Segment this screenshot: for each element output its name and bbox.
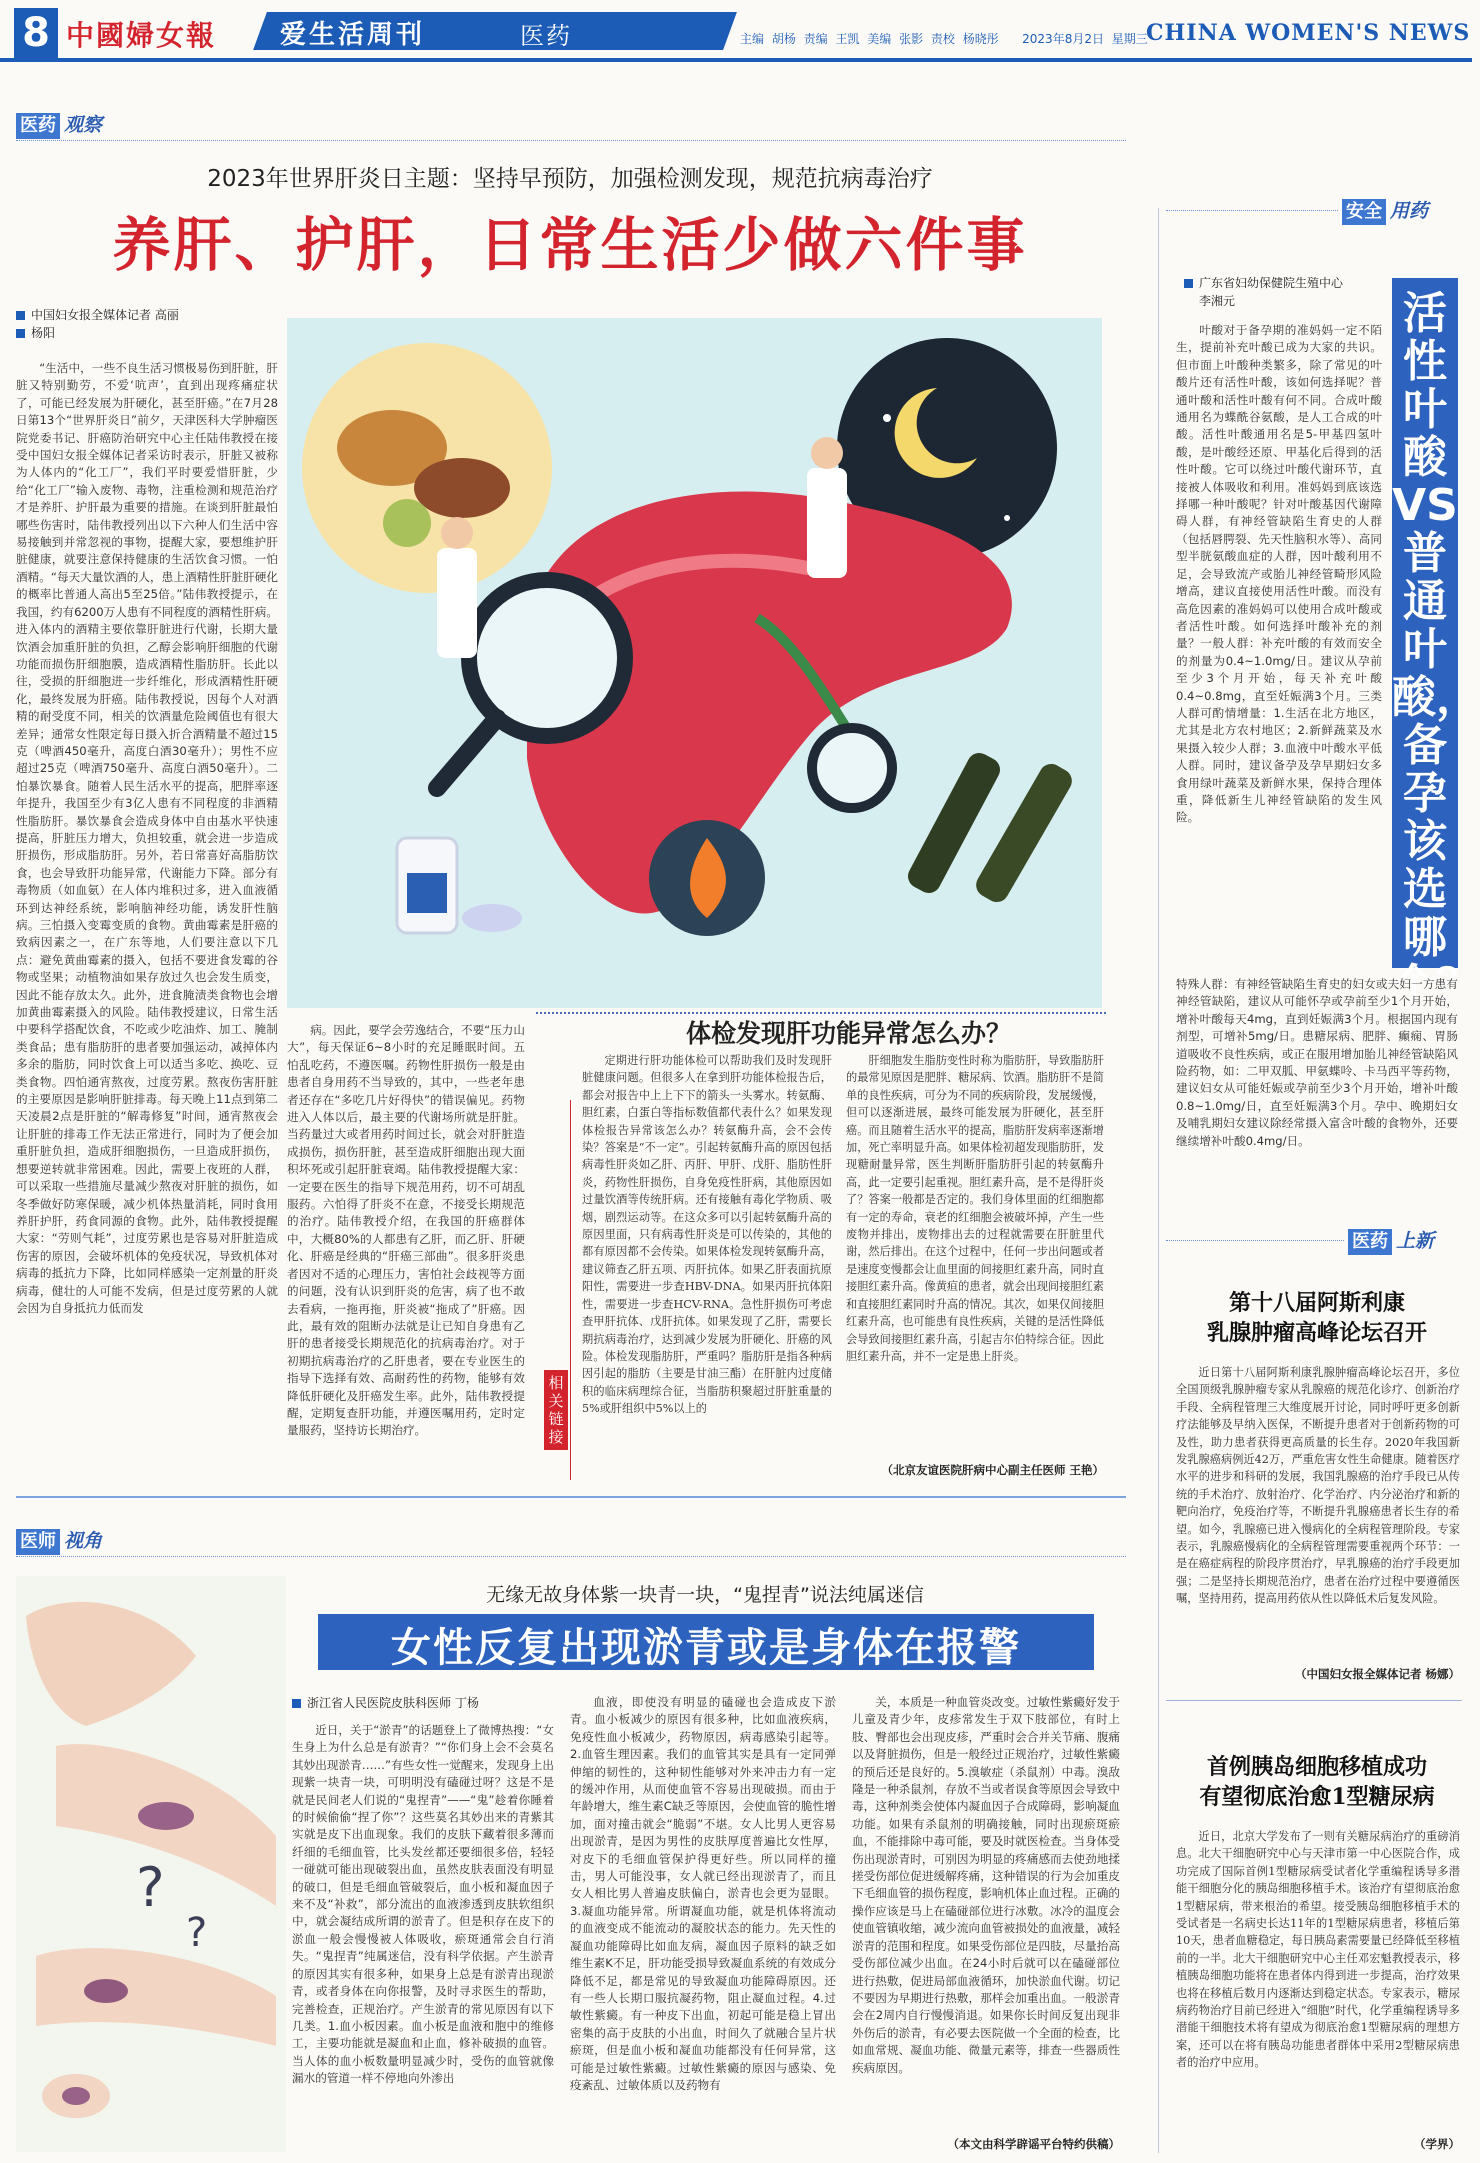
doctor-figure-icon (437, 548, 477, 658)
doctor-head-icon (811, 437, 843, 469)
headline-line: 首例胰岛细胞移植成功 (1206, 1754, 1427, 1780)
staff-and-date (740, 30, 1148, 47)
doctor-figure-icon (807, 468, 847, 578)
tag-part-2: 视角 (64, 1530, 103, 1552)
bruise-illustration-svg (16, 1576, 286, 2152)
headline-line: 有望彻底治愈1型糖尿病 (1199, 1784, 1435, 1810)
tag-part-1: 安全 (1342, 199, 1386, 225)
tag-rule (1166, 210, 1338, 211)
tag-part-1: 医药 (16, 113, 60, 139)
article2-vertical-headline: 活性叶酸VS普通叶酸，备孕该选哪个？ (1392, 278, 1458, 968)
headline-line: 第十八届阿斯利康 (1228, 1290, 1405, 1316)
sidebar-column-1: 定期进行肝功能体检可以帮助我们及时发现肝脏健康问题。但很多人在拿到肝功能体检报告后，都会对报告中上上下下的箭头一头雾水。转氨酶、胆红素，白蛋白等指标数值都代表什么？如果发现体检报告异常该怎么办？转氨酶升高，会不会传染？答案是“不一定”。引起转氨酶升高的原因包括病毒性肝炎如乙肝、丙肝、甲肝、戊肝、脂肪性肝炎，药物性肝损伤，自身免疫性肝病，其他原因如过量饮酒等传统肝病。还有接触有毒化学物质、吸烟，剧烈运动等。在这众多可以引起转氨酶升高的原因里面，只有病毒性肝炎是可以传染的，其他的都有原因都不会传染。如果体检发现转氨酶升高，建议筛查乙肝五项、丙肝抗体。如果乙肝表面抗原阳性，需要进一步查HBV-DNA。如果丙肝抗体阳性，需要进一步查HCV-RNA。急性肝损伤可考虑查甲肝抗体、戊肝抗体。如果发现了乙肝，需要长期抗病毒治疗，达到减少发展为肝硬化、肝癌的风险。体检发现脂肪肝，严重吗？脂肪肝是指各种病因引起的脂肪（主要是甘油三酯）在肝脏内过度储积的临床病理综合征，当脂肪积聚超过肝脏重量的5%或肝组织中5%以上的 (582, 1054, 832, 1416)
tag-part-2: 上新 (1396, 1230, 1435, 1252)
hand-icon (26, 1602, 196, 1726)
meat-icon (414, 458, 510, 518)
bruise-spot (62, 2087, 90, 2105)
page-number: 8 (14, 8, 58, 58)
paper-logo: 中國婦女報 (66, 19, 217, 52)
section-divider (16, 1496, 1126, 1498)
question-mark-icon: ? (186, 1910, 208, 1956)
article1-headline: 养肝、护肝，日常生活少做六件事 (112, 211, 1028, 279)
masthead-rule (0, 58, 1472, 62)
byline-line: 中国妇女报全媒体记者 高丽 (16, 306, 276, 324)
column-divider (1158, 208, 1159, 2153)
column-tag-doctor-view (16, 1526, 102, 1555)
article5-headline: 女性反复出现淤青或是身体在报警 (391, 1624, 1021, 1671)
tag-part-2: 用药 (1390, 200, 1429, 222)
byline-line: 杨阳 (16, 324, 276, 342)
tag-part-1: 医师 (16, 1529, 60, 1555)
column-tag-new-release (1348, 1226, 1434, 1255)
tag-part-2: 观察 (64, 114, 103, 136)
tag-rule (16, 140, 1126, 141)
article2-text-2: 特殊人群：有神经管缺陷生育史的妇女或夫妇一方患有神经管缺陷，建议从可能怀孕或孕前至少1个月开始，增补叶酸每天4mg，直到妊娠满3个月。根据国内现有剂型，可增补5mg/日。患糖尿病、肥胖、癫痫、胃肠道吸收不良性疾病，或正在服用增加胎儿神经管缺陷风险药物，如：二甲双胍、甲氨蝶呤、卡马西平等药物，建议妇女从可能妊娠或孕前至少3个月开始，增补叶酸0.8~1.0mg/日，直至妊娠满3个月。孕中、晚期妇女及哺乳期妇女建议除经常摄入富含叶酸的食物外，还要继续增补叶酸0.4mg/日。 (1176, 977, 1458, 1148)
sidebar-column-2: 肝细胞发生脂肪变性时称为脂肪肝，导致脂肪肝的最常见原因是肥胖、糖尿病、饮酒。脂肪肝不是简单的良性疾病，可分为不同的疾病阶段，发展缓慢，但可以逐渐进展，最终可能发展为肝硬化，甚至肝癌。而且随着生活水平的提高，脂肪肝发病率逐渐增加，死亡率明显升高。如果体检初超发现脂肪肝，发现糖耐量异常，医生判断肝脂肪肝引起的转氨酶升高，此一定要引起重视。胆红素升高，是不是得肝炎了？答案一般都是否定的。我们身体里面的红细胞都有一定的寿命，衰老的红细胞会被破坏掉，产生一些废物并排出，废物排出去的过程就需要在肝脏里代谢，然后排出。在这个过程中，任何一步出问题或者是速度变慢都会让血里面的间接胆红素升高，同时直接胆红素升高。像黄疸的患者，就会出现间接胆红素和直接胆红素同时升高的情况。其次，如果仅间接胆红素升高，也可能患有良性疾病，关键的是活性降低会导致间接胆红素升高，引起吉尔伯特综合征。因此胆红素升高，并不一定是患上肝炎。 (846, 1054, 1104, 1363)
article5-column-3: 关，本质是一种血管炎改变。过敏性紫癜好发于儿童及青少年，皮疹常发生于双下肢部位，有时上肢、臀部也会出现皮疹，严重时会合并关节痛、腹痛以及肾脏损伤，但是一般经过正规治疗，过敏性紫癜的预后还是良好的。5.溴敏症（杀鼠剂）中毒。溴敌隆是一种杀鼠剂，存放不当或者误食等原因会导致中毒，这种剂类会使体内凝血因子合成障碍，影响凝血功能。如果有杀鼠剂的明确接触，同时出现瘀斑瘀血，不能排除中毒可能，要及时就医检查。当身体受伤出现淤青时，可别因为明显的疼痛感而去使劲地揉搓受伤部位促进缓解疼痛，这种错误的行为会加重皮下毛细血管的损伤程度，影响机体止血过程。正确的操作应该是马上在磕碰部位进行冰敷。冰冷的温度会使血管镇收缩，减少流向血管被损处的血液量，减轻淤青的范围和程度。如果受伤部位是四肢，尽量抬高受伤部位减少出血。在24小时后就可以在磕碰部位进行热敷，促进局部血液循环，加快淤血代谢。切记不要因为早期进行热敷，那样会加重出血。一般淤青会在2周内自行慢慢消退。如果你长时间反复出现非外伤后的淤青，有必要去医院做一个全面的检查，比如血常规、凝血功能、微量元素等，排查一些器质性疾病原因。 (852, 1695, 1120, 2075)
byline-line: 李湘元 (1199, 294, 1236, 308)
masthead (0, 0, 1472, 64)
article1-byline (16, 306, 276, 342)
liver-illustration (287, 318, 1102, 1008)
section-title: 爱生活周刊 (280, 20, 426, 50)
bullet-square (16, 329, 25, 338)
article4-source: （学界） (1414, 2137, 1460, 2151)
article-divider (1166, 1700, 1462, 1701)
article2-byline (1184, 274, 1380, 310)
bullet-square (1184, 279, 1193, 288)
date-line: 2023年8月2日 星期三 (1022, 32, 1148, 46)
byline-line: 浙江省人民医院皮肤科医师 丁杨 (292, 1694, 592, 1712)
bruise-illustration (16, 1576, 286, 2152)
tag-part-1: 医药 (1348, 1229, 1392, 1255)
pill-icon (462, 904, 522, 932)
article5-source: （本文由科学辟谣平台特约供稿） (947, 2137, 1120, 2151)
bruise-spot (138, 1802, 194, 1830)
article4-text: 近日，北京大学发布了一则有关糖尿病治疗的重磅消息。北大干细胞研究中心与天津市第一中心医院合作，成功完成了国际首例1型糖尿病受试者化学重编程诱导多潜能干细胞分化的胰岛细胞移植手术。该治疗有望彻底治愈1型糖尿病，带来根治的希望。接受胰岛细胞移植手术的受试者是一名病史长达11年的1型糖尿病患者，移植后第10天，患者血糖稳定，每日胰岛素需要量已经降低至移植前的一半。北大干细胞研究中心主任邓宏魁教授表示，移植胰岛细胞功能将在患者体内得到进一步提高，治疗效果也将在移植后数月内逐渐达到稳定状态。专家表示，糖尿病药物治疗目前已经进入“细胞”时代，化学重编程诱导多潜能干细胞技术将有望成为彻底治愈1型糖尿病的理想方案，还可以在将有胰岛功能患者群体中采用2型糖尿病患者的治疗中应用。 (1176, 1830, 1460, 2070)
article4-headline (1172, 1752, 1462, 1812)
article1-column-1: “生活中，一些不良生活习惯极易伤到肝脏，肝脏又特别勤劳，不爱‘吭声’，直到出现疼痛症状了，可能已经发展为肝硬化，甚至肝癌。”在7月28日第13个“世界肝炎日”前夕，天津医科大学肿瘤医院党委书记、肝癌防治研究中心主任陆伟教授在接受中国妇女报全媒体记者采访时表示，肝脏又被称为人体内的“化工厂”，我们平时要爱惜肝脏，少给“化工厂”输入废物、毒物，注重检测和规范治疗才是养肝、护肝最为重要的措施。在谈到肝脏最怕哪些伤害时，陆伟教授列出以下六种人们生活中容易接触到并常忽视的事物，提醒大家，要想维护肝脏健康，就要注意保持健康的生活饮食习惯。一怕酒精。“每天大量饮酒的人，患上酒精性肝脏肝硬化的概率比普通人高出5至25倍。”陆伟教授提示，在我国，约有6200万人患有不同程度的酒精性肝病。进入体内的酒精主要依靠肝脏进行代谢，长期大量饮酒会加重肝脏的负担，乙醇会影响肝细胞的代谢功能而损伤肝细胞膜，造成酒精性脂肪肝。长此以往，受损的肝细胞进一步纤维化，形成酒精性肝硬化，最终发展为肝癌。陆伟教授说，因每个人对酒精的耐受度不同，相关的饮酒量危险阈值也有很大差异；通常女性限定每日摄入折合酒精量不超过15克（啤酒450毫升，高度白酒30毫升）；男性不应超过25克（啤酒750毫升、高度白酒50毫升）。二怕暴饮暴食。随着人民生活水平的提高，肥胖率逐年提升，我国至少有3亿人患有不同程度的非酒精性脂肪肝。暴饮暴食会造成身体中自由基水平快速提高，肝脏压力增大，负担较重，就会进一步造成肝损伤，形成脂肪肝。另外，若日常喜好高脂肪饮食，也会导致肝功能异常，代谢能力下降。部分有毒物质（如血氨）在人体内堆积过多，进入血液循环到达神经系统，影响脑神经功能，诱发肝性脑病。三怕摄入变霉变质的食物。黄曲霉素是肝癌的致病因素之一，在广东等地，人们要注意以下几点：避免黄曲霉素的摄入，包括不要进食发霉的谷物或坚果；动植物油如果存放过久也会发生质变，因此不能存放太久。此外，进食腌渍类食物也会增加黄曲霉素摄入的风险。陆伟教授建议，日常生活中要科学搭配饮食，不吃或少吃油炸、加工、腌制类食品；患有脂肪肝的患者要加强运动，减掉体内多余的脂肪，同时饮食上可以适当多吃、换吃、豆类食物。四怕通宵熬夜，过度劳累。熬夜伤害肝脏的主要原因是影响肝脏排毒。每天晚上11点到第二天凌晨2点是肝脏的“解毒修复”时间，通宵熬夜会让肝脏的排毒工作无法正常进行，同时为了便会加重肝脏负担，造成肝细胞损伤，一旦造成肝损伤，想要逆转就非常困难。因此，需要上夜班的人群，可以采取一些措施尽量减少熬夜对肝脏的损伤，如冬季做好防寒保暖，减少机体热量消耗，同时食用养肝护肝，药食同源的食物。此外，陆伟教授提醒大家：“劳则气耗”，过度劳累也是容易对肝脏造成伤害的原因，会破坏机体的免疫状况，导致机体对病毒的抵抗力下降，比如同样感染一定剂量的肝炎病毒，健壮的人可能不发病，但是过度劳累的人就会因为自身抵抗力低而发 (16, 361, 278, 1315)
sidebar-title: 体检发现肝功能异常怎么办？ (686, 1019, 1012, 1048)
tag-rule (16, 1556, 1126, 1557)
article3-source: （中国妇女报全媒体记者 杨娜） (1294, 1667, 1460, 1681)
column-tag-safe-medication (1342, 196, 1428, 225)
article2-text-1: 叶酸对于备孕期的准妈妈一定不陌生，提前补充叶酸已成为大家的共识。但市面上叶酸种类繁多，除了常见的叶酸片还有活性叶酸，该如何选择呢？普通叶酸和活性叶酸有何不同。合成叶酸通用名为蝶酰谷氨酸，是人工合成的叶酸。活性叶酸通用名是5-甲基四氢叶酸，是叶酸经还原、甲基化后得到的活性叶酸。它可以绕过叶酸代谢环节，直接被人体吸收和利用。准妈妈到底该选择哪一种叶酸呢？针对叶酸基因代谢障碍人群，有神经管缺陷生育史的人群（包括唇腭裂、先天性脑积水等）、高同型半胱氨酸血症的人群，因叶酸利用不足，会导致流产或胎儿神经管畸形风险增高，建议直接使用活性叶酸。而没有高危因素的准妈妈可以使用合成叶酸或者活性叶酸。如何选择叶酸补充的剂量？一般人群：补充叶酸的有效而安全的剂量为0.4~1.0mg/日。建议从孕前至少3个月开始，每天补充叶酸0.4~0.8mg，直至妊娠满3个月。三类人群可酌情增量：1.生活在北方地区，尤其是北方农村地区；2.新鲜蔬菜及水果摄入较少人群；3.血液中叶酸水平低人群。同时，建议备孕及孕早期妇女多食用绿叶蔬菜及新鲜水果，保持合理体重，降低新生儿神经管缺陷的发生风险。 (1176, 323, 1382, 825)
english-name: CHINA WOMEN'S NEWS (1146, 20, 1471, 46)
article5-byline (292, 1694, 592, 1712)
related-link-label: 相关链接 (544, 1370, 568, 1450)
column-tag-observation (16, 110, 102, 139)
doctor-head-icon (441, 517, 473, 549)
bruise-spot (84, 1979, 128, 2003)
leg-icon (36, 1948, 276, 2046)
article5-column-2: 血液，即使没有明显的磕碰也会造成皮下淤青。血小板减少的原因有很多种，比如血液疾病，免疫性血小板减少，药物原因，病毒感染引起等。2.血管生理因素。我们的血管其实是具有一定同弹伸缩的韧性的，这种韧性能够对外来冲击力有一定的缓冲作用，从而使血管不容易出现破损。而由于年龄增大，维生素C缺乏等原因，会使血管的脆性增加，面对撞击就会“脆弱”不堪。女人比男人更容易出现淤青，是因为男性的皮肤厚度普遍比女性厚，对皮下的毛细血管保护得更好些。所以同样的撞击，男人可能没事，女人就已经出现淤青了，而且女人相比男人普遍皮肤偏白，淤青也会更为显眼。3.凝血功能异常。所谓凝血功能，就是机体将流动的血液变成不能流动的凝胶状态的能力。先天性的凝血功能障碍比如血友病，凝血因子原料的缺乏如维生素K不足，肝功能受损导致凝血系统的有效成分降低不足，都是常见的导致凝血功能障碍原因。还有一些人长期口服抗凝药物，阻止凝血过程。4.过敏性紫癜。有一种皮下出血，初起可能是稳上冒出密集的高于皮肤的小出血，时间久了就融合呈片状瘀斑，但是血小板和凝血功能都没有任何异常，这可能是过敏性紫癜。过敏性紫癜的原因与感染、免疫紊乱、过敏体质以及药物有 (570, 1695, 836, 2092)
bullet-square (16, 311, 25, 320)
magnifier-handle (437, 718, 497, 788)
article3-text: 近日第十八届阿斯利康乳腺肿瘤高峰论坛召开，多位全国顶级乳腺肿瘤专家从乳腺癌的规范化诊疗、创新治疗手段、全病程管理三大维度展开讨论，同时呼吁更多创新疗法能够及早纳入医保，不断提升患者对于创新药物的可及性，助力患者获得更高质量的长生存。2020年我国新发乳腺癌病例近42万，严重危害女性生命健康。随着医疗水平的进步和科研的发展，我国乳腺癌的治疗手段已从传统的手术治疗、放射治疗、化学治疗、内分泌治疗和新的靶向治疗，免疫治疗等，不断提升乳腺癌患者长生存的希望。如今，乳腺癌已进入慢病化的全病程管理阶段。专家表示，乳腺癌慢病化的全病程管理需要重视两个环节：一是在癌症病程的阶段序贯治疗，早乳腺癌的治疗手段更加强；二是坚持长期规范治疗，患者在治疗过程中要遵循医嘱，坚持用药，提高用药依从性以降低术后复发风险。 (1176, 1366, 1460, 1606)
star-icon (1004, 515, 1010, 521)
small-magnifier-icon (812, 728, 892, 808)
staff-line: 主编 胡杨 责编 王凯 美编 张影 责校 杨晓彤 (740, 32, 999, 46)
star-icon (883, 414, 891, 422)
article1-column-2: 病。因此，要学会劳逸结合，不要“压力山大”，每天保证6~8小时的充足睡眠时间。五怕乱吃药，不遵医嘱。药物性肝损伤一般是由患者自身用药不当导致的，其中，一些老年患者还存在“多吃几片好得快”的错误偏见。药物进入人体以后，最主要的代谢场所就是肝脏。当药量过大或者用药时间过长，就会对肝脏造成损伤，损伤肝脏，甚至造成肝细胞出现大面积坏死或引起肝脏衰竭。陆伟教授提醒大家：一定要在医生的指导下规范用药，切不可胡乱服药。六怕得了肝炎不在意，不接受长期规范的治疗。陆伟教授介绍，在我国的肝癌群体中，大概80%的人都患有乙肝，而乙肝、肝硬化、肝癌是经典的“肝癌三部曲”。很多肝炎患者因对不适的心理压力，害怕社会歧视等方面的问题，没有认识到肝炎的危害，病了也不敢去看病，一拖再拖，肝炎被“拖成了”肝癌。因此，最有效的阻断办法就是让已知自身患有乙肝的患者接受长期规范化的抗病毒治疗。对于初期抗病毒治疗的乙肝患者，要在专业医生的指导下选择有效、高耐药性的药物，能够有效降低肝硬化及肝癌发生率。此外，陆伟教授提醒，定期复查肝功能，并遵医嘱用药，定时定量服药，坚持访长期治疗。 (287, 1023, 525, 1438)
headline-line: 乳腺肿瘤高峰论坛召开 (1206, 1320, 1427, 1346)
article5-column-1: 近日，关于“淤青”的话题登上了微博热搜：“女生身上为什么总是有淤青？”“你们身上会不会莫名其妙出现淤青……”有些女性一觉醒来，发现身上出现紫一块青一块，可明明没有磕碰过呀？这是不是就是民间老人们说的“鬼捏青”——“鬼”趁着你睡着的时候偷偷“捏了你”？这些莫名其妙出来的青紫其实就是皮下出血现象。我们的皮肤下藏着很多薄而纤细的毛细血管，比头发丝都还要细很多倍，轻轻一碰就可能出现破裂出血，虽然皮肤表面没有明显的破口，但是毛细血管破裂后，血小板和凝血因子来不及“补救”，部分流出的血液渗透到皮肤软组织中，就会凝结成所谓的淤青了。但是积存在皮下的淤血一般会慢慢被人体吸收，瘀斑通常会自行消失。“鬼捏青”纯属迷信，没有科学依据。产生淤青的原因其实有很多种，如果身上总是有淤青出现淤青，或者身体在向你报警，及时寻求医生的帮助，完善检查，正规治疗。产生淤青的常见原因有以下几类。1.血小板因素。血小板是血液和胞中的维修工，主要功能就是凝血和止血，修补破损的血管。当人体的血小板数量明显减少时，受伤的血管就像漏水的管道一样不停地向外渗出 (292, 1723, 554, 2086)
article3-headline (1172, 1288, 1462, 1348)
article5-kicker: 无缘无故身体紫一块青一块，“鬼捏青”说法纯属迷信 (486, 1584, 924, 1606)
bullet-square (292, 1699, 301, 1708)
subsection-title: 医药 (520, 22, 572, 50)
tag-rule (1166, 1240, 1344, 1241)
medicine-label-icon (407, 873, 447, 913)
article1-kicker: 2023年世界肝炎日主题：坚持早预防，加强检测发现，规范抗病毒治疗 (207, 166, 933, 192)
sidebar-source: （北京友谊医院肝病中心副主任医师 王艳） (881, 1463, 1104, 1477)
byline-line: 广东省妇幼保健院生殖中心 (1184, 274, 1380, 292)
liver-illustration-svg (287, 318, 1102, 1008)
vegetable-icon (383, 499, 431, 547)
question-mark-icon: ? (136, 1856, 165, 1919)
